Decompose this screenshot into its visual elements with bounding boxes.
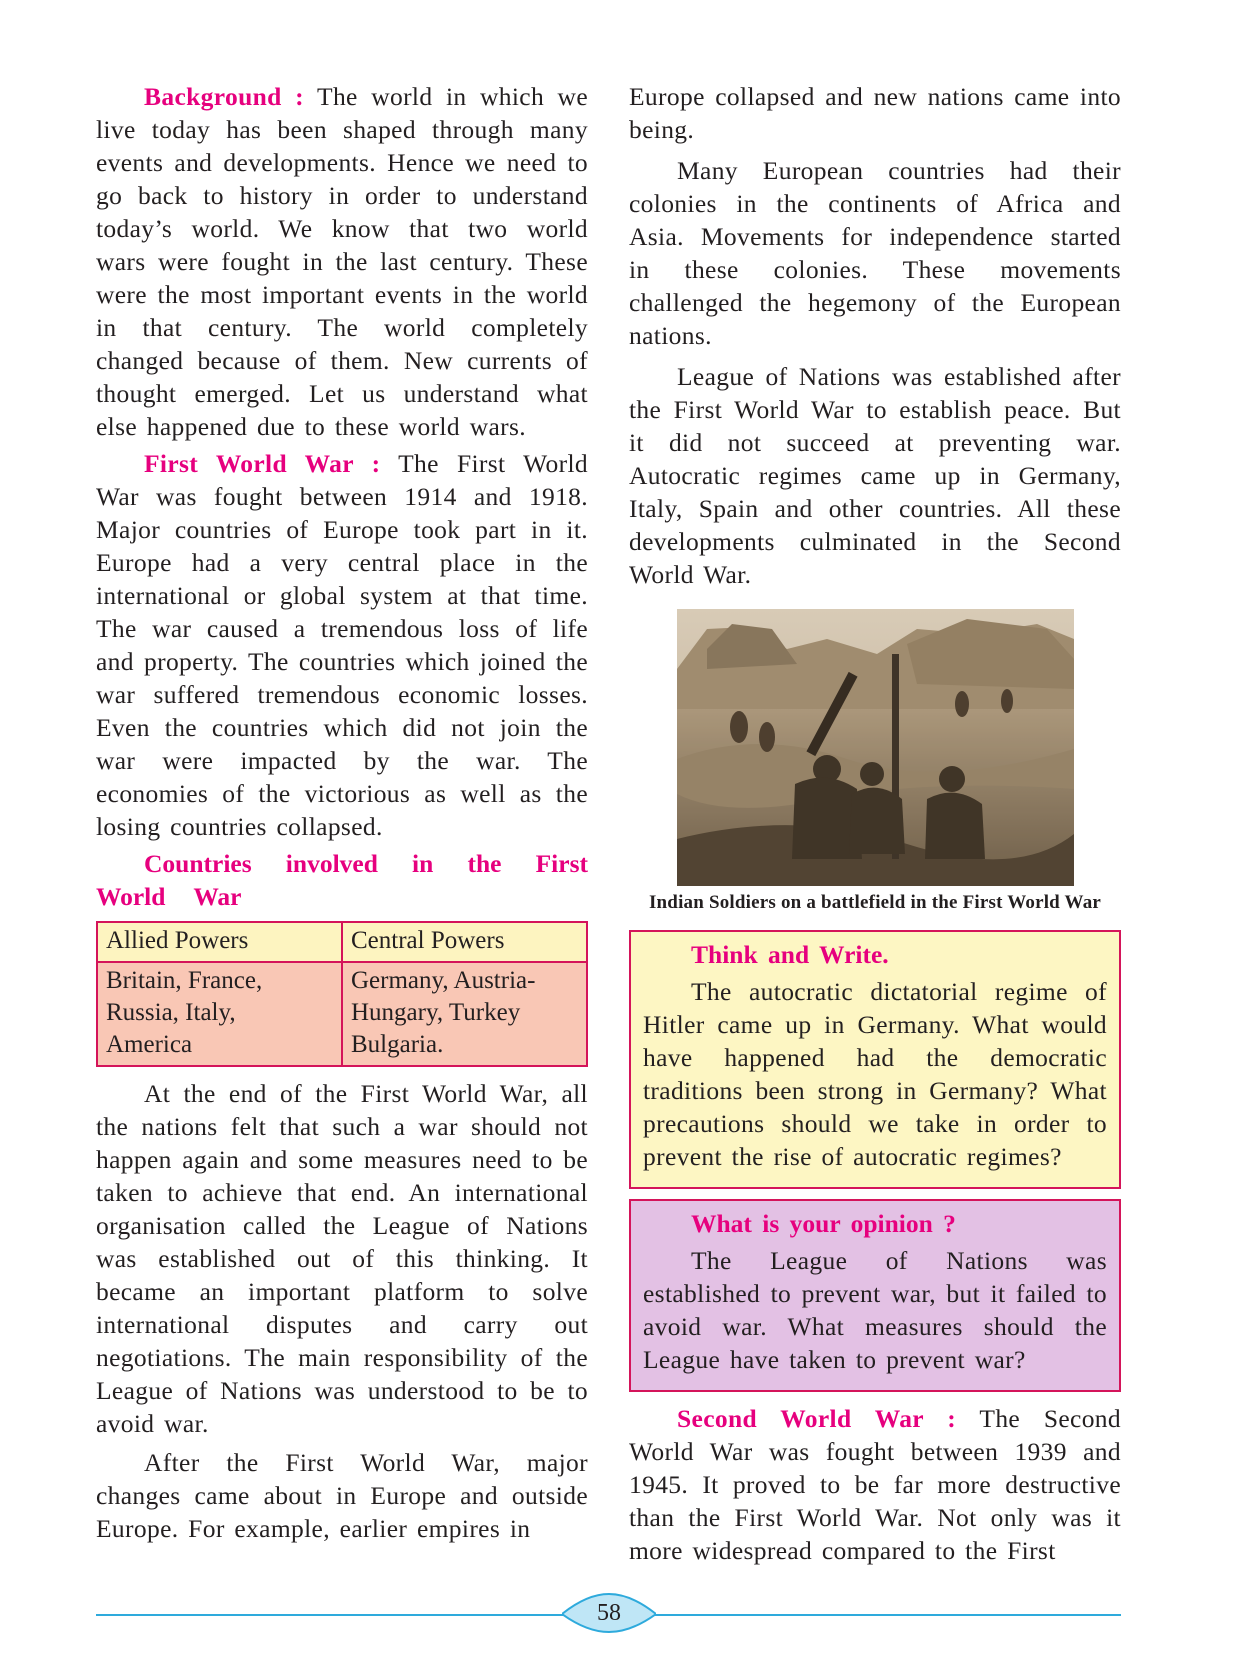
opinion-text: The League of Nations was established to prevent war, but it failed to avoid war. What measures should the League have taken to prevent war? xyxy=(643,1246,1107,1374)
opinion-title: What is your opinion ? xyxy=(691,1209,956,1238)
footer-line-left xyxy=(96,1614,574,1616)
central-powers-header: Central Powers xyxy=(342,922,587,962)
opinion-box xyxy=(629,1199,1121,1392)
powers-table-row xyxy=(97,962,587,1066)
page-number: 58 xyxy=(597,1600,621,1626)
second-world-war-paragraph xyxy=(629,1402,1121,1567)
footer-line-right xyxy=(644,1614,1121,1616)
second-world-war-text: The Second World War was fought between 1939 and 1945. It proved to be far more destructive than the First World War. Not only was it more widespread compared to the First xyxy=(629,1404,1121,1565)
league-paragraph: League of Nations was established after the First World War to establish peace. But it did not succeed at preventing war. Autocratic regimes came up in Germany, Italy, Spain and other countries. All these developments culminated in the Second World War. xyxy=(629,362,1121,589)
end-of-war-paragraph: At the end of the First World War, all the nations felt that such a war should not happen again and some measures need to be taken to achieve that end. An international organisation called the League of Nations was established out of this thinking. It became an important platform to solve international disputes and carry out negotiations. The main responsibility of the League of Nations was understood to be to avoid war. xyxy=(96,1079,588,1438)
countries-involved-heading: Countries involved in the First World War xyxy=(96,849,588,911)
right-column xyxy=(629,80,1121,1571)
battlefield-photo-illustration xyxy=(677,609,1074,886)
background-heading: Background : xyxy=(144,82,304,111)
first-world-war-paragraph xyxy=(96,447,588,843)
photo-caption: Indian Soldiers on a battlefield in the First World War xyxy=(648,892,1102,913)
battlefield-photo xyxy=(677,609,1074,886)
central-line-3: Bulgaria. xyxy=(351,1031,444,1058)
background-paragraph xyxy=(96,80,588,443)
central-line-1: Germany, Austria- xyxy=(351,967,536,994)
think-and-write-text: The autocratic dictatorial regime of Hitler came up in Germany. What would have happened had the democratic traditions been strong in Germany? What precautions should we take in order to prevent the rise of autocratic regimes? xyxy=(643,977,1107,1171)
continued-paragraph: Europe collapsed and new nations came into being. xyxy=(629,82,1121,144)
allied-line-2: Russia, Italy, xyxy=(106,999,236,1026)
central-line-2: Hungary, Turkey xyxy=(351,999,521,1026)
allied-powers-header: Allied Powers xyxy=(97,922,342,962)
left-column xyxy=(96,80,588,1549)
powers-table-header-row xyxy=(97,922,587,962)
allied-line-3: America xyxy=(106,1031,193,1058)
colonies-paragraph: Many European countries had their colonies in the continents of Africa and Asia. Movements for independence started in these colonies. These movements challenged the hegemony of the European nations. xyxy=(629,156,1121,350)
first-world-war-heading: First World War : xyxy=(144,449,381,478)
central-powers-cell xyxy=(342,962,587,1066)
allied-line-1: Britain, France, xyxy=(106,967,263,994)
powers-table xyxy=(96,921,588,1067)
first-world-war-text: The First World War was fought between 1914 and 1918. Major countries of Europe took part in it. Europe had a very central place in the international or global system at that time. The war caused a tremendous loss of life and property. The countries which joined the war suffered tremendous economic losses. Even the countries which did not join the war were impacted by the war. The economies of the victorious as well as the losing countries collapsed. xyxy=(96,449,588,841)
allied-powers-cell xyxy=(97,962,342,1066)
second-world-war-heading: Second World War : xyxy=(677,1404,957,1433)
think-and-write-box xyxy=(629,930,1121,1189)
think-and-write-title: Think and Write. xyxy=(691,940,889,969)
background-text: The world in which we live today has been shaped through many events and developments. Hence we need to go back to history in order to understand today’s world. We know that two world wars were fought in the last century. These were the most important events in the world in that century. The world completely changed because of them. New currents of thought emerged. Let us understand what else happened due to these world wars. xyxy=(96,82,588,441)
after-war-paragraph: After the First World War, major changes came about in Europe and outside Europe. For example, earlier empires in xyxy=(96,1448,588,1543)
